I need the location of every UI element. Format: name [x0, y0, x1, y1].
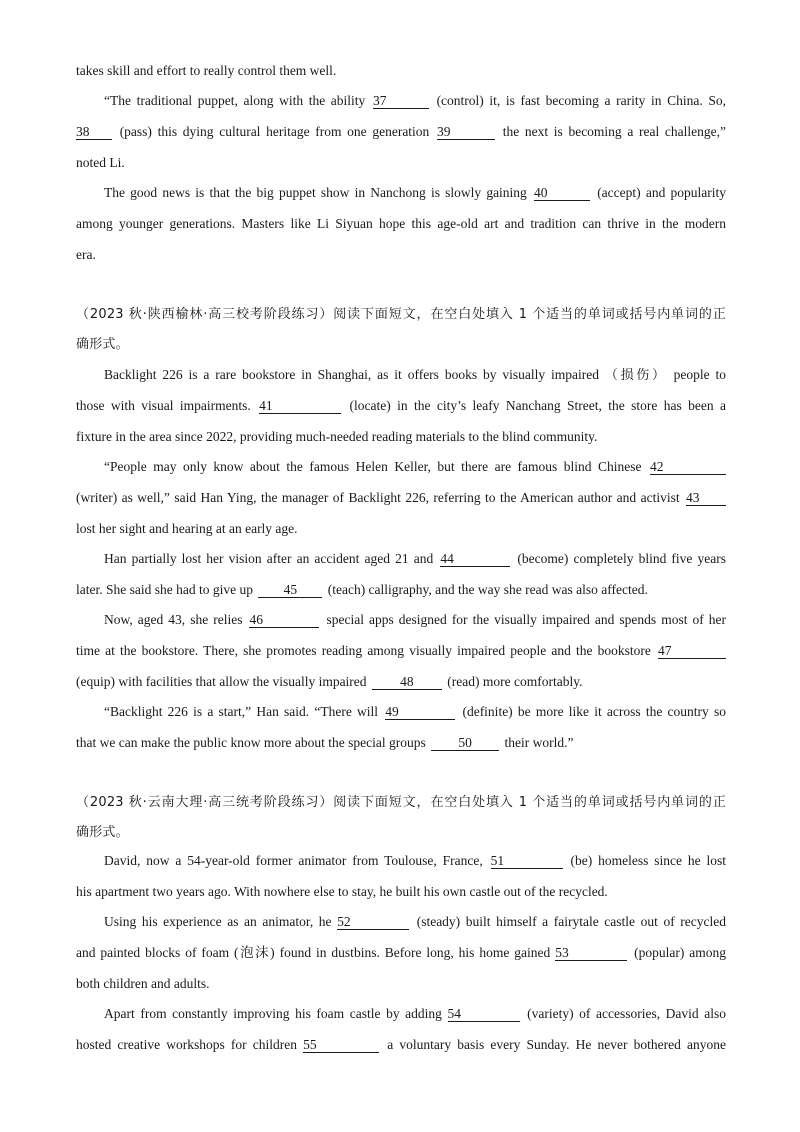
answer-blank-39[interactable]: 39: [437, 125, 495, 140]
paragraph-line: (writer) as well,” said Han Ying, the manager of Backlight 226, referring to the American author and activist 43: [76, 489, 726, 507]
exercise-header: 确形式。: [76, 337, 129, 352]
paragraph-line: those with visual impairments. 41 (locate) in the city’s leafy Nanchang Street, the store has been a: [76, 398, 727, 413]
paragraph-line: lost her sight and hearing at an early age.: [76, 521, 298, 536]
paragraph-line: noted Li.: [76, 155, 125, 170]
paragraph-line: Using his experience as an animator, he 52 (steady) built himself a fairytale castle out of recycled: [104, 914, 727, 929]
answer-blank-49[interactable]: 49: [385, 705, 455, 720]
paragraph-line: (equip) with facilities that allow the visually impaired 48 (read) more comfortably.: [76, 674, 583, 689]
paragraph-line: time at the bookstore. There, she promotes reading among visually impaired people and the bookstore 47: [76, 642, 726, 660]
answer-blank-45[interactable]: 45: [258, 583, 322, 598]
answer-blank-50[interactable]: 50: [431, 736, 499, 751]
paragraph-line: takes skill and effort to really control them well.: [76, 63, 337, 78]
answer-blank-52[interactable]: 52: [337, 915, 409, 930]
paragraph-line: Apart from constantly improving his foam castle by adding 54 (variety) of accessories, David also: [104, 1006, 726, 1021]
paragraph-line: both children and adults.: [76, 976, 210, 991]
paragraph-line: among younger generations. Masters like Li Siyuan hope this age-old art and tradition can thrive in the modern: [76, 216, 726, 231]
answer-blank-44[interactable]: 44: [440, 552, 510, 567]
answer-blank-37[interactable]: 37: [373, 94, 429, 109]
paragraph-line: that we can make the public know more about the special groups 50 their world.”: [76, 735, 574, 750]
paragraph-line: fixture in the area since 2022, providing much-needed reading materials to the blind community.: [76, 429, 598, 444]
answer-blank-48[interactable]: 48: [372, 675, 442, 690]
answer-blank-41[interactable]: 41: [259, 399, 341, 414]
paragraph-line: later. She said she had to give up 45 (teach) calligraphy, and the way she read was also affected.: [76, 582, 648, 597]
answer-blank-55[interactable]: 55: [303, 1038, 379, 1053]
answer-blank-54[interactable]: 54: [448, 1007, 520, 1022]
exercise-header: 确形式。: [76, 825, 129, 840]
gloss-note: （损伤）: [604, 368, 668, 383]
exercise-header: （2023 秋·云南大理·高三统考阶段练习）阅读下面短文，在空白处填入 1 个适当的单词或括号内单词的正: [76, 795, 726, 810]
answer-blank-38[interactable]: 38: [76, 125, 112, 140]
answer-blank-43[interactable]: 43: [686, 491, 726, 506]
paragraph-line: Han partially lost her vision after an accident aged 21 and 44 (become) completely blind five years: [104, 551, 727, 566]
answer-blank-51[interactable]: 51: [491, 854, 563, 869]
answer-blank-47[interactable]: 47: [658, 644, 726, 659]
paragraph-line: and painted blocks of foam (泡沫) found in dustbins. Before long, his home gained 53 (popular) among: [76, 945, 727, 960]
paragraph-line: 38 (pass) this dying cultural heritage from one generation 39 the next is becoming a real challenge,”: [76, 124, 727, 139]
answer-blank-53[interactable]: 53: [555, 946, 627, 961]
paragraph-line: The good news is that the big puppet show in Nanchong is slowly gaining 40 (accept) and popularity: [104, 185, 726, 200]
answer-blank-46[interactable]: 46: [249, 613, 319, 628]
paragraph-line: Now, aged 43, she relies 46 special apps designed for the visually impaired and spends most of her: [104, 612, 726, 627]
exercise-header: （2023 秋·陕西榆林·高三校考阶段练习）阅读下面短文，在空白处填入 1 个适当的单词或括号内单词的正: [76, 307, 726, 322]
paragraph-line: hosted creative workshops for children 55 a voluntary basis every Sunday. He never bothered anyone: [76, 1037, 726, 1052]
answer-blank-40[interactable]: 40: [534, 186, 590, 201]
paragraph-line: his apartment two years ago. With nowhere else to stay, he built his own castle out of the recycled.: [76, 884, 608, 899]
paragraph-line: “Backlight 226 is a start,” Han said. “There will 49 (definite) be more like it across the country so: [104, 704, 726, 719]
paragraph-line: “The traditional puppet, along with the ability 37 (control) it, is fast becoming a rarity in China. So,: [104, 93, 727, 108]
paragraph-line: Backlight 226 is a rare bookstore in Shanghai, as it offers books by visually impaired （损伤） people to: [104, 367, 726, 383]
paragraph-line: David, now a 54-year-old former animator from Toulouse, France, 51 (be) homeless since he lost: [104, 853, 726, 868]
answer-blank-42[interactable]: 42: [650, 460, 726, 475]
paragraph-line: era.: [76, 247, 96, 262]
paragraph-line: “People may only know about the famous Helen Keller, but there are famous blind Chinese 42: [104, 458, 726, 476]
